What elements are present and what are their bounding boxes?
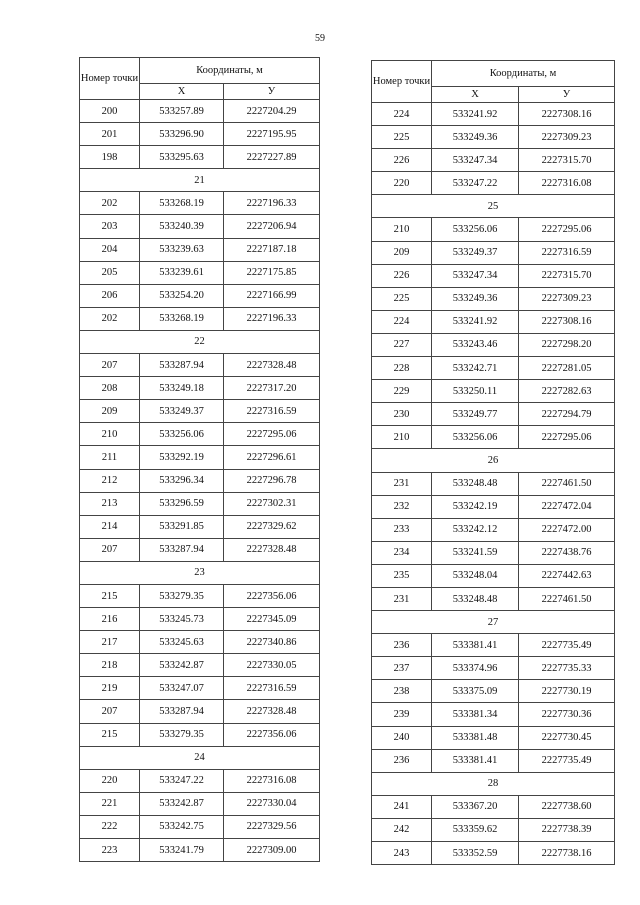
point-number-cell: 230 [372, 403, 432, 426]
y-coordinate-cell: 2227328.48 [224, 538, 320, 561]
table-row [372, 126, 615, 149]
x-coordinate-cell: 533292.19 [140, 446, 224, 469]
y-coordinate-cell: 2227472.04 [519, 495, 615, 518]
table-row [80, 146, 320, 169]
table-row [80, 723, 320, 746]
y-coordinate-cell: 2227309.00 [224, 839, 320, 862]
x-coordinate-cell: 533256.06 [432, 218, 519, 241]
y-coordinate-cell: 2227730.36 [519, 703, 615, 726]
table-row [80, 769, 320, 792]
table-row [372, 472, 615, 495]
x-coordinate-cell: 533257.89 [140, 100, 224, 123]
y-coordinate-cell: 2227206.94 [224, 215, 320, 238]
y-coordinate-cell: 2227196.33 [224, 192, 320, 215]
y-coordinate-cell: 2227330.05 [224, 654, 320, 677]
group-row [80, 330, 320, 353]
x-coordinate-cell: 533249.36 [432, 287, 519, 310]
table-row [372, 587, 615, 610]
table-row [80, 677, 320, 700]
y-coordinate-cell: 2227329.56 [224, 815, 320, 838]
x-coordinate-cell: 533249.37 [432, 241, 519, 264]
group-row [80, 561, 320, 584]
y-coordinate-cell: 2227308.16 [519, 310, 615, 333]
x-coordinate-cell: 533245.73 [140, 608, 224, 631]
table-row [80, 423, 320, 446]
header-x: X [432, 87, 519, 103]
group-number: 23 [80, 561, 320, 584]
x-coordinate-cell: 533241.92 [432, 103, 519, 126]
point-number-cell: 200 [80, 100, 140, 123]
y-coordinate-cell: 2227309.23 [519, 287, 615, 310]
x-coordinate-cell: 533381.41 [432, 749, 519, 772]
point-number-cell: 208 [80, 377, 140, 400]
y-coordinate-cell: 2227196.33 [224, 307, 320, 330]
x-coordinate-cell: 533296.90 [140, 123, 224, 146]
point-number-cell: 240 [372, 726, 432, 749]
table-row [372, 634, 615, 657]
x-coordinate-cell: 533249.36 [432, 126, 519, 149]
point-number-cell: 220 [80, 769, 140, 792]
header-y: У [519, 87, 615, 103]
y-coordinate-cell: 2227295.06 [519, 218, 615, 241]
table-row [372, 518, 615, 541]
point-number-cell: 204 [80, 238, 140, 261]
y-coordinate-cell: 2227294.79 [519, 403, 615, 426]
x-coordinate-cell: 533248.48 [432, 472, 519, 495]
x-coordinate-cell: 533247.07 [140, 677, 224, 700]
y-coordinate-cell: 2227735.49 [519, 634, 615, 657]
table-row [372, 103, 615, 126]
x-coordinate-cell: 533296.59 [140, 492, 224, 515]
x-coordinate-cell: 533268.19 [140, 307, 224, 330]
header-point-number: Номер точки [80, 58, 140, 100]
y-coordinate-cell: 2227738.60 [519, 795, 615, 818]
point-number-cell: 222 [80, 815, 140, 838]
table-row [80, 215, 320, 238]
y-coordinate-cell: 2227315.70 [519, 264, 615, 287]
y-coordinate-cell: 2227330.04 [224, 792, 320, 815]
table-row [372, 749, 615, 772]
x-coordinate-cell: 533279.35 [140, 723, 224, 746]
x-coordinate-cell: 533242.71 [432, 357, 519, 380]
x-coordinate-cell: 533242.87 [140, 654, 224, 677]
table-row [372, 380, 615, 403]
table-body-right [372, 103, 615, 865]
table-row [80, 792, 320, 815]
y-coordinate-cell: 2227204.29 [224, 100, 320, 123]
y-coordinate-cell: 2227175.85 [224, 261, 320, 284]
point-number-cell: 227 [372, 333, 432, 356]
group-row [372, 195, 615, 218]
group-row [372, 772, 615, 795]
table-row [372, 657, 615, 680]
point-number-cell: 234 [372, 541, 432, 564]
x-coordinate-cell: 533249.18 [140, 377, 224, 400]
y-coordinate-cell: 2227356.06 [224, 584, 320, 607]
x-coordinate-cell: 533367.20 [432, 795, 519, 818]
table-row [372, 564, 615, 587]
table-row [80, 515, 320, 538]
y-coordinate-cell: 2227296.78 [224, 469, 320, 492]
table-row [80, 123, 320, 146]
x-coordinate-cell: 533381.48 [432, 726, 519, 749]
point-number-cell: 209 [372, 241, 432, 264]
x-coordinate-cell: 533256.06 [140, 423, 224, 446]
table-row [80, 354, 320, 377]
point-number-cell: 215 [80, 584, 140, 607]
point-number-cell: 219 [80, 677, 140, 700]
x-coordinate-cell: 533247.22 [432, 172, 519, 195]
point-number-cell: 225 [372, 287, 432, 310]
table-row [80, 469, 320, 492]
x-coordinate-cell: 533381.34 [432, 703, 519, 726]
x-coordinate-cell: 533381.41 [432, 634, 519, 657]
x-coordinate-cell: 533242.19 [432, 495, 519, 518]
y-coordinate-cell: 2227296.61 [224, 446, 320, 469]
y-coordinate-cell: 2227298.20 [519, 333, 615, 356]
group-number: 27 [372, 611, 615, 634]
point-number-cell: 210 [372, 218, 432, 241]
table-row [80, 377, 320, 400]
x-coordinate-cell: 533245.63 [140, 631, 224, 654]
x-coordinate-cell: 533291.85 [140, 515, 224, 538]
table-row [80, 400, 320, 423]
y-coordinate-cell: 2227328.48 [224, 700, 320, 723]
table-row [372, 842, 615, 865]
table-row [372, 357, 615, 380]
table-row [80, 446, 320, 469]
table-row [80, 608, 320, 631]
x-coordinate-cell: 533279.35 [140, 584, 224, 607]
table-row [80, 700, 320, 723]
point-number-cell: 226 [372, 149, 432, 172]
table-row [80, 584, 320, 607]
group-row [80, 169, 320, 192]
y-coordinate-cell: 2227316.08 [519, 172, 615, 195]
y-coordinate-cell: 2227328.48 [224, 354, 320, 377]
y-coordinate-cell: 2227442.63 [519, 564, 615, 587]
y-coordinate-cell: 2227227.89 [224, 146, 320, 169]
table-row [372, 703, 615, 726]
x-coordinate-cell: 533287.94 [140, 354, 224, 377]
y-coordinate-cell: 2227195.95 [224, 123, 320, 146]
group-number: 21 [80, 169, 320, 192]
y-coordinate-cell: 2227187.18 [224, 238, 320, 261]
x-coordinate-cell: 533248.48 [432, 587, 519, 610]
header-point-number: Номер точки [372, 61, 432, 103]
point-number-cell: 216 [80, 608, 140, 631]
x-coordinate-cell: 533247.22 [140, 769, 224, 792]
y-coordinate-cell: 2227316.08 [224, 769, 320, 792]
x-coordinate-cell: 533241.92 [432, 310, 519, 333]
table-row [80, 261, 320, 284]
table-row [372, 264, 615, 287]
point-number-cell: 226 [372, 264, 432, 287]
y-coordinate-cell: 2227308.16 [519, 103, 615, 126]
point-number-cell: 232 [372, 495, 432, 518]
table-row [80, 631, 320, 654]
y-coordinate-cell: 2227315.70 [519, 149, 615, 172]
group-number: 25 [372, 195, 615, 218]
y-coordinate-cell: 2227461.50 [519, 472, 615, 495]
x-coordinate-cell: 533239.61 [140, 261, 224, 284]
point-number-cell: 241 [372, 795, 432, 818]
point-number-cell: 210 [372, 426, 432, 449]
x-coordinate-cell: 533287.94 [140, 700, 224, 723]
point-number-cell: 198 [80, 146, 140, 169]
y-coordinate-cell: 2227295.06 [519, 426, 615, 449]
table-row [80, 654, 320, 677]
y-coordinate-cell: 2227316.59 [519, 241, 615, 264]
x-coordinate-cell: 533239.63 [140, 238, 224, 261]
x-coordinate-cell: 533248.04 [432, 564, 519, 587]
header-coordinates: Координаты, м [432, 61, 615, 87]
x-coordinate-cell: 533240.39 [140, 215, 224, 238]
point-number-cell: 239 [372, 703, 432, 726]
point-number-cell: 242 [372, 818, 432, 841]
point-number-cell: 225 [372, 126, 432, 149]
y-coordinate-cell: 2227309.23 [519, 126, 615, 149]
x-coordinate-cell: 533247.34 [432, 149, 519, 172]
y-coordinate-cell: 2227738.39 [519, 818, 615, 841]
header-y: У [224, 84, 320, 100]
table-row [372, 218, 615, 241]
point-number-cell: 233 [372, 518, 432, 541]
table-row [372, 310, 615, 333]
x-coordinate-cell: 533254.20 [140, 284, 224, 307]
table-row [80, 100, 320, 123]
x-coordinate-cell: 533242.75 [140, 815, 224, 838]
table-row [372, 149, 615, 172]
point-number-cell: 202 [80, 307, 140, 330]
table-row [80, 307, 320, 330]
table-row [372, 426, 615, 449]
point-number-cell: 238 [372, 680, 432, 703]
point-number-cell: 220 [372, 172, 432, 195]
x-coordinate-cell: 533247.34 [432, 264, 519, 287]
y-coordinate-cell: 2227281.05 [519, 357, 615, 380]
y-coordinate-cell: 2227730.45 [519, 726, 615, 749]
y-coordinate-cell: 2227317.20 [224, 377, 320, 400]
point-number-cell: 223 [80, 839, 140, 862]
point-number-cell: 235 [372, 564, 432, 587]
y-coordinate-cell: 2227472.00 [519, 518, 615, 541]
x-coordinate-cell: 533287.94 [140, 538, 224, 561]
table-row [372, 795, 615, 818]
table-row [372, 726, 615, 749]
table-row [372, 241, 615, 264]
table-row [372, 333, 615, 356]
x-coordinate-cell: 533249.77 [432, 403, 519, 426]
table-row [80, 192, 320, 215]
point-number-cell: 231 [372, 587, 432, 610]
y-coordinate-cell: 2227738.16 [519, 842, 615, 865]
point-number-cell: 224 [372, 103, 432, 126]
x-coordinate-cell: 533243.46 [432, 333, 519, 356]
table-row [80, 492, 320, 515]
coordinates-table-right [371, 60, 615, 865]
point-number-cell: 228 [372, 357, 432, 380]
table-row [80, 839, 320, 862]
x-coordinate-cell: 533375.09 [432, 680, 519, 703]
y-coordinate-cell: 2227345.09 [224, 608, 320, 631]
x-coordinate-cell: 533241.59 [432, 541, 519, 564]
point-number-cell: 207 [80, 538, 140, 561]
point-number-cell: 213 [80, 492, 140, 515]
point-number-cell: 207 [80, 700, 140, 723]
point-number-cell: 209 [80, 400, 140, 423]
header-coordinates: Координаты, м [140, 58, 320, 84]
page-number: 59 [315, 33, 325, 44]
y-coordinate-cell: 2227735.49 [519, 749, 615, 772]
table-row [372, 818, 615, 841]
y-coordinate-cell: 2227295.06 [224, 423, 320, 446]
y-coordinate-cell: 2227166.99 [224, 284, 320, 307]
point-number-cell: 207 [80, 354, 140, 377]
group-row [372, 449, 615, 472]
table-body-left [80, 100, 320, 862]
x-coordinate-cell: 533359.62 [432, 818, 519, 841]
point-number-cell: 217 [80, 631, 140, 654]
x-coordinate-cell: 533249.37 [140, 400, 224, 423]
point-number-cell: 243 [372, 842, 432, 865]
point-number-cell: 203 [80, 215, 140, 238]
point-number-cell: 231 [372, 472, 432, 495]
table-row [372, 403, 615, 426]
table-row [80, 815, 320, 838]
point-number-cell: 215 [80, 723, 140, 746]
point-number-cell: 206 [80, 284, 140, 307]
y-coordinate-cell: 2227316.59 [224, 400, 320, 423]
y-coordinate-cell: 2227329.62 [224, 515, 320, 538]
x-coordinate-cell: 533295.63 [140, 146, 224, 169]
y-coordinate-cell: 2227730.19 [519, 680, 615, 703]
point-number-cell: 205 [80, 261, 140, 284]
table-row [80, 538, 320, 561]
y-coordinate-cell: 2227461.50 [519, 587, 615, 610]
point-number-cell: 237 [372, 657, 432, 680]
table-row [80, 284, 320, 307]
x-coordinate-cell: 533242.87 [140, 792, 224, 815]
x-coordinate-cell: 533374.96 [432, 657, 519, 680]
group-number: 26 [372, 449, 615, 472]
point-number-cell: 212 [80, 469, 140, 492]
x-coordinate-cell: 533250.11 [432, 380, 519, 403]
x-coordinate-cell: 533242.12 [432, 518, 519, 541]
y-coordinate-cell: 2227316.59 [224, 677, 320, 700]
point-number-cell: 236 [372, 634, 432, 657]
point-number-cell: 211 [80, 446, 140, 469]
table-row [372, 495, 615, 518]
y-coordinate-cell: 2227302.31 [224, 492, 320, 515]
y-coordinate-cell: 2227438.76 [519, 541, 615, 564]
point-number-cell: 236 [372, 749, 432, 772]
group-row [80, 746, 320, 769]
point-number-cell: 224 [372, 310, 432, 333]
point-number-cell: 229 [372, 380, 432, 403]
table-row [372, 172, 615, 195]
table-row [372, 680, 615, 703]
point-number-cell: 214 [80, 515, 140, 538]
y-coordinate-cell: 2227282.63 [519, 380, 615, 403]
x-coordinate-cell: 533352.59 [432, 842, 519, 865]
y-coordinate-cell: 2227340.86 [224, 631, 320, 654]
group-number: 22 [80, 330, 320, 353]
point-number-cell: 218 [80, 654, 140, 677]
group-number: 24 [80, 746, 320, 769]
table-row [372, 541, 615, 564]
table-row [80, 238, 320, 261]
group-number: 28 [372, 772, 615, 795]
x-coordinate-cell: 533296.34 [140, 469, 224, 492]
point-number-cell: 210 [80, 423, 140, 446]
coordinates-table-left [79, 57, 320, 862]
point-number-cell: 221 [80, 792, 140, 815]
x-coordinate-cell: 533256.06 [432, 426, 519, 449]
table-row [372, 287, 615, 310]
x-coordinate-cell: 533268.19 [140, 192, 224, 215]
y-coordinate-cell: 2227356.06 [224, 723, 320, 746]
header-x: X [140, 84, 224, 100]
point-number-cell: 201 [80, 123, 140, 146]
y-coordinate-cell: 2227735.33 [519, 657, 615, 680]
x-coordinate-cell: 533241.79 [140, 839, 224, 862]
group-row [372, 611, 615, 634]
point-number-cell: 202 [80, 192, 140, 215]
